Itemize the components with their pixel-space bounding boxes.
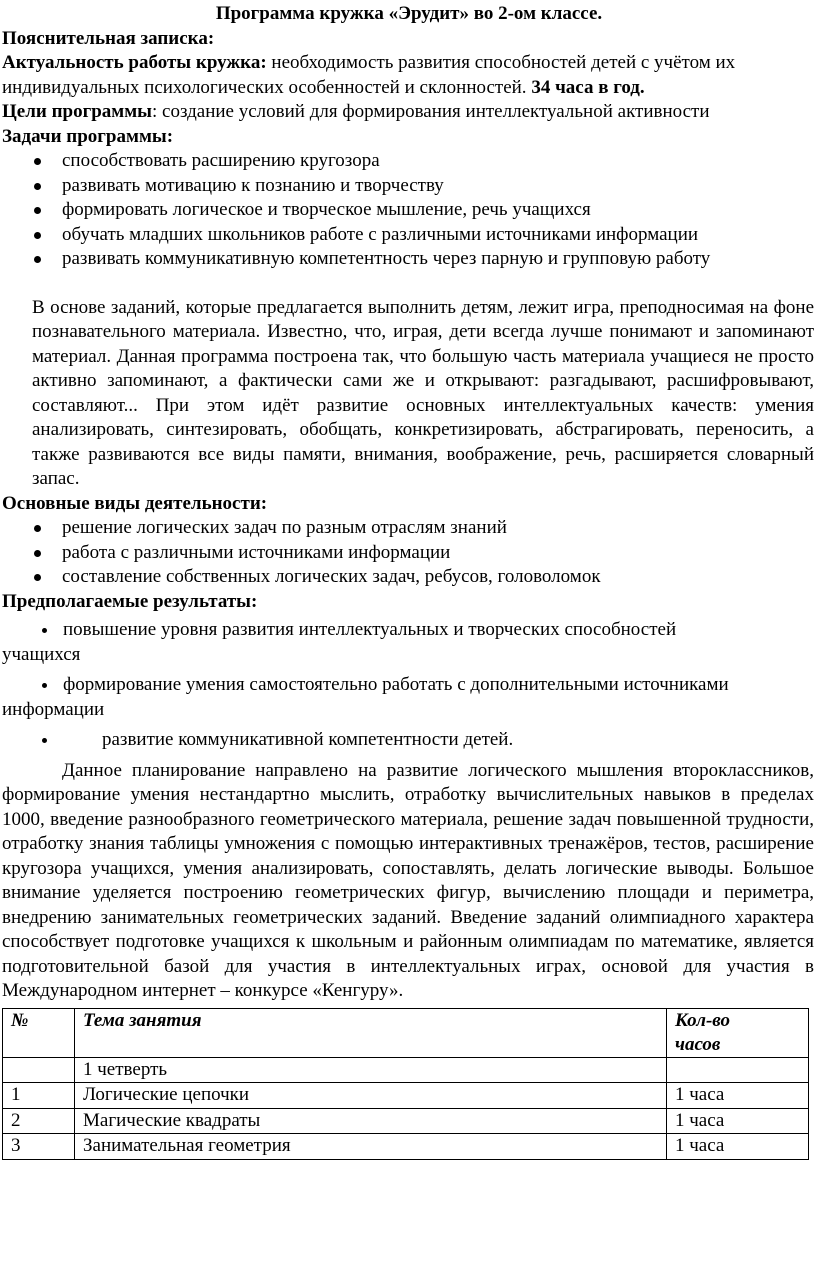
document-title: Программа кружка «Эрудит» во 2-ом классе. bbox=[215, 3, 603, 24]
list-item: работа с различными источниками информации bbox=[32, 541, 816, 566]
list-item bbox=[2, 618, 816, 667]
goals-text: : создание условий для формирования интеллектуальной активности bbox=[152, 101, 710, 122]
goals-label: Цели программы bbox=[2, 101, 152, 122]
row-hours: 1 часа bbox=[667, 1108, 809, 1134]
row-topic: Логические цепочки bbox=[75, 1083, 667, 1109]
row-number: 2 bbox=[3, 1108, 75, 1134]
table-header-row bbox=[3, 1008, 809, 1057]
relevance-label: Актуальность работы кружка: bbox=[2, 52, 267, 73]
list-item bbox=[2, 673, 816, 722]
result-text: развитие коммуникативной компетентности детей. bbox=[102, 729, 514, 750]
list-item: решение логических задач по разным отраслям знаний bbox=[32, 516, 816, 541]
list-item: развивать коммуникативную компетентность через парную и групповую работу bbox=[32, 247, 816, 272]
results-heading: Предполагаемые результаты: bbox=[2, 590, 258, 612]
goals-paragraph bbox=[2, 100, 816, 125]
list-item: составление собственных логических задач, ребусов, головоломок bbox=[32, 565, 816, 590]
list-item: обучать младших школьников работе с различными источниками информации bbox=[32, 223, 816, 248]
lesson-plan-table bbox=[2, 1008, 809, 1160]
table-row bbox=[3, 1108, 809, 1134]
result-text: формирование умения самостоятельно работать с дополнительными источниками bbox=[63, 674, 729, 695]
table-cell bbox=[3, 1057, 75, 1083]
column-header-number: № bbox=[3, 1008, 75, 1057]
result-text-continued: учащихся bbox=[2, 643, 81, 665]
column-header-topic: Тема занятия bbox=[75, 1008, 667, 1057]
result-text: повышение уровня развития интеллектуальных и творческих способностей bbox=[63, 619, 677, 640]
table-row bbox=[3, 1083, 809, 1109]
row-topic: Занимательная геометрия bbox=[75, 1134, 667, 1160]
row-number: 3 bbox=[3, 1134, 75, 1160]
tasks-list bbox=[2, 149, 816, 272]
table-cell bbox=[667, 1057, 809, 1083]
document-page bbox=[0, 2, 816, 1160]
list-item: способствовать расширению кругозора bbox=[32, 149, 816, 174]
tasks-heading: Задачи программы: bbox=[2, 125, 174, 147]
row-topic: Магические квадраты bbox=[75, 1108, 667, 1134]
table-row-quarter bbox=[3, 1057, 809, 1083]
intro-paragraph: В основе заданий, которые предлагается выполнить детям, лежит игра, преподносимая на фоне познавательного материала. Известно, что, играя, дети всегда лучше понимают и запоминают материал. Данная программа построена так, что большую часть материала учащиеся не просто активно запоминают, а фактически сами же и открывают: разгадывают, расшифровывают, составляют... При этом идёт развитие основных интеллектуальных качеств: умения анализировать, синтезировать, обобщать, конкретизировать, абстрагировать, переносить, а также развиваются все виды памяти, внимания, воображение, речь, расширяется словарный запас. bbox=[32, 296, 814, 489]
column-header-hours: Кол-во часов bbox=[667, 1008, 809, 1057]
quarter-label: 1 четверть bbox=[75, 1057, 667, 1083]
activities-heading: Основные виды деятельности: bbox=[2, 492, 268, 514]
relevance-paragraph bbox=[2, 51, 816, 100]
relevance-text: необходимость развития способностей детей с учётом их индивидуальных психологических особенностей и склонностей. bbox=[2, 52, 736, 98]
list-item: развивать мотивацию к познанию и творчеству bbox=[32, 174, 816, 199]
list-item bbox=[38, 728, 816, 753]
note-heading: Пояснительная записка: bbox=[2, 27, 215, 49]
table-row bbox=[3, 1134, 809, 1160]
hours-per-year: 34 часа в год. bbox=[531, 76, 645, 98]
results-list bbox=[2, 618, 816, 753]
result-text-continued: информации bbox=[2, 698, 105, 720]
row-hours: 1 часа bbox=[667, 1134, 809, 1160]
list-item: формировать логическое и творческое мышление, речь учащихся bbox=[32, 198, 816, 223]
row-number: 1 bbox=[3, 1083, 75, 1109]
activities-list bbox=[2, 516, 816, 590]
planning-paragraph: Данное планирование направлено на развитие логического мышления второклассников, формирование умения нестандартно мыслить, отработку вычислительных навыков в пределах 1000, введение разнообразного геометрического материала, решение задач повышенной трудности, отработку знания таблицы умножения с помощью интерактивных тренажёров, тестов, расширение кругозора учащихся, умения анализировать, сопоставлять, делать логические выводы. Большое внимание уделяется построению геометрических фигур, вычислению площади и периметра, внедрению занимательных геометрических заданий. Введение заданий олимпиадного характера способствует подготовке учащихся к школьным и районным олимпиадам по математике, является подготовительной базой для участия в интеллектуальных играх, основой для участия в Международном интернет – конкурсе «Кенгуру». bbox=[2, 759, 814, 1001]
row-hours: 1 часа bbox=[667, 1083, 809, 1109]
